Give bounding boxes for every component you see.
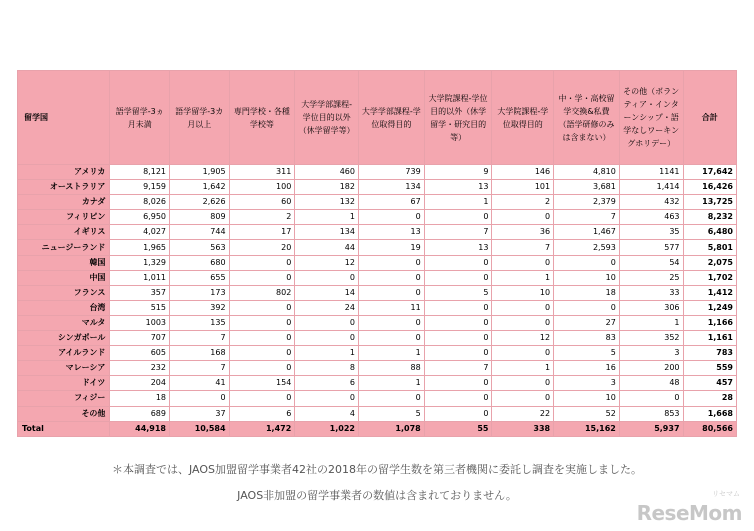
table-row [18, 210, 737, 225]
table-cell: 392 [170, 300, 230, 315]
table-cell: 7 [554, 210, 620, 225]
table-row [18, 165, 737, 180]
table-cell: 8,026 [110, 195, 170, 210]
country-cell: マレーシア [18, 361, 110, 376]
table-cell: 134 [358, 180, 424, 195]
table-cell: 306 [619, 300, 683, 315]
table-cell: 432 [619, 195, 683, 210]
table-cell: 168 [170, 346, 230, 361]
row-total-cell: 783 [683, 346, 736, 361]
table-cell: 0 [424, 300, 492, 315]
table-cell: 0 [492, 210, 554, 225]
table-cell: 460 [295, 165, 359, 180]
table-cell: 1,467 [554, 225, 620, 240]
table-row [18, 285, 737, 300]
resemom-logo: ReseMom [636, 501, 742, 525]
table-cell: 0 [424, 346, 492, 361]
table-cell: 55 [424, 421, 492, 436]
country-cell: ニュージーランド [18, 240, 110, 255]
country-cell: 韓国 [18, 255, 110, 270]
country-cell: カナダ [18, 195, 110, 210]
table-cell: 5 [554, 346, 620, 361]
table-cell: 1141 [619, 165, 683, 180]
table-cell: 689 [110, 406, 170, 421]
table-cell: 0 [424, 255, 492, 270]
table-cell: 0 [424, 376, 492, 391]
table-cell: 7 [492, 240, 554, 255]
column-header-country: 留学国 [18, 71, 110, 165]
row-total-cell: 1,161 [683, 331, 736, 346]
table-cell: 0 [424, 210, 492, 225]
table-cell: 0 [554, 255, 620, 270]
table-cell: 6,950 [110, 210, 170, 225]
table-row [18, 376, 737, 391]
table-cell: 88 [358, 361, 424, 376]
table-cell: 0 [229, 270, 295, 285]
row-total-cell: 16,426 [683, 180, 736, 195]
table-row [18, 240, 737, 255]
table-cell: 463 [619, 210, 683, 225]
table-cell: 134 [295, 225, 359, 240]
table-cell: 0 [358, 270, 424, 285]
table-cell: 853 [619, 406, 683, 421]
table-cell: 7 [424, 225, 492, 240]
country-cell: シンガポール [18, 331, 110, 346]
table-cell: 0 [492, 376, 554, 391]
country-cell: オーストラリア [18, 180, 110, 195]
row-total-cell: 559 [683, 361, 736, 376]
table-cell: 16 [554, 361, 620, 376]
table-cell: 744 [170, 225, 230, 240]
table-cell: 1,022 [295, 421, 359, 436]
table-cell: 18 [110, 391, 170, 406]
table-cell: 8 [295, 361, 359, 376]
table-cell: 27 [554, 315, 620, 330]
table-row [18, 346, 737, 361]
column-header: 語学留学-3カ月以上 [170, 71, 230, 165]
table-cell: 48 [619, 376, 683, 391]
table-cell: 67 [358, 195, 424, 210]
row-total-cell: 13,725 [683, 195, 736, 210]
row-total-cell: 2,075 [683, 255, 736, 270]
table-cell: 809 [170, 210, 230, 225]
logo-subtitle: リセマム [712, 490, 740, 498]
table-cell: 41 [170, 376, 230, 391]
table-cell: 10 [554, 270, 620, 285]
table-cell: 0 [229, 300, 295, 315]
table-cell: 11 [358, 300, 424, 315]
table-cell: 1 [295, 210, 359, 225]
table-cell: 2,379 [554, 195, 620, 210]
table-cell: 2,626 [170, 195, 230, 210]
table-cell: 13 [424, 240, 492, 255]
country-cell: アイルランド [18, 346, 110, 361]
table-cell: 135 [170, 315, 230, 330]
table-cell: 802 [229, 285, 295, 300]
table-cell: 14 [295, 285, 359, 300]
table-cell: 0 [492, 315, 554, 330]
table-cell: 1003 [110, 315, 170, 330]
row-total-cell: 1,412 [683, 285, 736, 300]
footnote-exclusion: JAOS非加盟の留学事業者の数値は含まれておりません。 [237, 489, 517, 502]
table-cell: 54 [619, 255, 683, 270]
table-row [18, 315, 737, 330]
row-total-cell: 1,702 [683, 270, 736, 285]
table-row [18, 255, 737, 270]
table-cell: 1 [358, 376, 424, 391]
table-cell: 20 [229, 240, 295, 255]
table-cell: 739 [358, 165, 424, 180]
table-cell: 1,905 [170, 165, 230, 180]
table-row [18, 406, 737, 421]
table-cell: 0 [358, 331, 424, 346]
table-cell: 1,414 [619, 180, 683, 195]
table-cell: 132 [295, 195, 359, 210]
table-cell: 0 [554, 300, 620, 315]
table-cell: 1 [295, 346, 359, 361]
row-total-cell: 5,801 [683, 240, 736, 255]
row-total-cell: 28 [683, 391, 736, 406]
column-header: 中・学・高校留学交換&私費（語学研修のみは含まない） [554, 71, 620, 165]
table-cell: 1 [492, 270, 554, 285]
table-row [18, 331, 737, 346]
table-cell: 0 [229, 255, 295, 270]
table-cell: 357 [110, 285, 170, 300]
table-cell: 1,965 [110, 240, 170, 255]
table-cell: 204 [110, 376, 170, 391]
table-cell: 60 [229, 195, 295, 210]
table-cell: 0 [619, 391, 683, 406]
table-cell: 0 [170, 391, 230, 406]
table-cell: 100 [229, 180, 295, 195]
table-cell: 0 [492, 300, 554, 315]
column-header-total: 合計 [683, 71, 736, 165]
table-cell: 6 [229, 406, 295, 421]
table-cell: 7 [424, 361, 492, 376]
table-cell: 0 [424, 331, 492, 346]
row-total-cell: 6,480 [683, 225, 736, 240]
table-cell: 25 [619, 270, 683, 285]
table-cell: 1 [358, 346, 424, 361]
row-total-cell: 457 [683, 376, 736, 391]
country-cell: フィジー [18, 391, 110, 406]
country-cell: アメリカ [18, 165, 110, 180]
table-cell: 1 [492, 361, 554, 376]
table-cell: 154 [229, 376, 295, 391]
table-cell: 1,078 [358, 421, 424, 436]
table-cell: 10 [554, 391, 620, 406]
table-cell: 18 [554, 285, 620, 300]
table-cell: 1,329 [110, 255, 170, 270]
header-row [18, 71, 737, 165]
country-cell: その他 [18, 406, 110, 421]
table-cell: 0 [295, 331, 359, 346]
table-cell: 655 [170, 270, 230, 285]
country-cell: 中国 [18, 270, 110, 285]
table-cell: 173 [170, 285, 230, 300]
table-cell: 5 [358, 406, 424, 421]
table-cell: 33 [619, 285, 683, 300]
country-cell: ドイツ [18, 376, 110, 391]
table-cell: 707 [110, 331, 170, 346]
table-cell: 35 [619, 225, 683, 240]
table-cell: 0 [229, 315, 295, 330]
table-cell: 680 [170, 255, 230, 270]
table-cell: 0 [358, 391, 424, 406]
table-cell: 7 [170, 361, 230, 376]
table-cell: 0 [358, 210, 424, 225]
table-cell: 0 [358, 255, 424, 270]
table-cell: 146 [492, 165, 554, 180]
table-row [18, 195, 737, 210]
table-row [18, 361, 737, 376]
column-header: 語学留学-3ヵ月未満 [110, 71, 170, 165]
table-cell: 12 [492, 331, 554, 346]
table-cell: 200 [619, 361, 683, 376]
table-row [18, 270, 737, 285]
table-body [18, 165, 737, 437]
country-cell: フランス [18, 285, 110, 300]
table-cell: 10 [492, 285, 554, 300]
table-cell: 10,584 [170, 421, 230, 436]
table-cell: 101 [492, 180, 554, 195]
table-cell: 605 [110, 346, 170, 361]
table-cell: 0 [295, 270, 359, 285]
table-cell: 5,937 [619, 421, 683, 436]
column-header: 大学院課程-学位取得目的 [492, 71, 554, 165]
table-cell: 17 [229, 225, 295, 240]
row-total-cell: 80,566 [683, 421, 736, 436]
row-total-cell: 1,249 [683, 300, 736, 315]
table-cell: 0 [424, 315, 492, 330]
table-cell: 0 [492, 391, 554, 406]
column-header: 大学院課程-学位目的以外（休学留学・研究目的等） [424, 71, 492, 165]
table-cell: 12 [295, 255, 359, 270]
table-cell: 15,162 [554, 421, 620, 436]
row-total-cell: 1,166 [683, 315, 736, 330]
country-cell: フィリピン [18, 210, 110, 225]
table-row [18, 300, 737, 315]
table-cell: 182 [295, 180, 359, 195]
table-cell: 2 [229, 210, 295, 225]
table-cell: 13 [358, 225, 424, 240]
table-cell: 9,159 [110, 180, 170, 195]
table-cell: 3 [554, 376, 620, 391]
column-header: その他（ボランティア・インターンシップ・語学なしワーキングホリデー） [619, 71, 683, 165]
table-cell: 9 [424, 165, 492, 180]
table-cell: 1,642 [170, 180, 230, 195]
country-cell: マルタ [18, 315, 110, 330]
table-row [18, 225, 737, 240]
table-cell: 352 [619, 331, 683, 346]
table-cell: 3,681 [554, 180, 620, 195]
table-cell: 52 [554, 406, 620, 421]
footnote-survey: ＊本調査では、JAOS加盟留学事業者42社の2018年の留学生数を第三者機関に委託し調査を実施しました。 [111, 463, 642, 476]
table-cell: 36 [492, 225, 554, 240]
table-cell: 8,121 [110, 165, 170, 180]
table-cell: 0 [424, 391, 492, 406]
table-cell: 4,810 [554, 165, 620, 180]
table-cell: 13 [424, 180, 492, 195]
total-row [18, 421, 737, 436]
table-cell: 7 [170, 331, 230, 346]
table-cell: 6 [295, 376, 359, 391]
table-cell: 19 [358, 240, 424, 255]
table-cell: 0 [295, 391, 359, 406]
table-cell: 0 [229, 331, 295, 346]
table-row [18, 180, 737, 195]
table-cell: 0 [295, 315, 359, 330]
table-cell: 232 [110, 361, 170, 376]
table-cell: 0 [358, 315, 424, 330]
table-row [18, 391, 737, 406]
table-cell: 5 [424, 285, 492, 300]
table-cell: 2,593 [554, 240, 620, 255]
table-cell: 0 [358, 285, 424, 300]
table-cell: 0 [229, 361, 295, 376]
table-cell: 338 [492, 421, 554, 436]
table-cell: 0 [229, 346, 295, 361]
table-cell: 83 [554, 331, 620, 346]
column-header: 大学学部課程-学位目的以外（休学留学等） [295, 71, 359, 165]
table-cell: 577 [619, 240, 683, 255]
table-cell: 0 [424, 270, 492, 285]
table-cell: 44,918 [110, 421, 170, 436]
row-total-cell: 8,232 [683, 210, 736, 225]
row-total-cell: 17,642 [683, 165, 736, 180]
table-cell: 37 [170, 406, 230, 421]
table-cell: 0 [492, 255, 554, 270]
table-cell: 1,011 [110, 270, 170, 285]
country-cell: Total [18, 421, 110, 436]
study-abroad-table [17, 70, 737, 437]
table-cell: 4 [295, 406, 359, 421]
table-cell: 563 [170, 240, 230, 255]
table-cell: 1,472 [229, 421, 295, 436]
table-cell: 2 [492, 195, 554, 210]
table-cell: 311 [229, 165, 295, 180]
table-cell: 0 [229, 391, 295, 406]
row-total-cell: 1,668 [683, 406, 736, 421]
table-cell: 24 [295, 300, 359, 315]
table-cell: 515 [110, 300, 170, 315]
table-cell: 3 [619, 346, 683, 361]
column-header: 大学学部課程-学位取得目的 [358, 71, 424, 165]
table-cell: 4,027 [110, 225, 170, 240]
table-cell: 1 [619, 315, 683, 330]
column-header: 専門学校・各種学校等 [229, 71, 295, 165]
table-cell: 0 [424, 406, 492, 421]
country-cell: 台湾 [18, 300, 110, 315]
table-cell: 44 [295, 240, 359, 255]
table-cell: 22 [492, 406, 554, 421]
table-cell: 0 [492, 346, 554, 361]
country-cell: イギリス [18, 225, 110, 240]
table-cell: 1 [424, 195, 492, 210]
